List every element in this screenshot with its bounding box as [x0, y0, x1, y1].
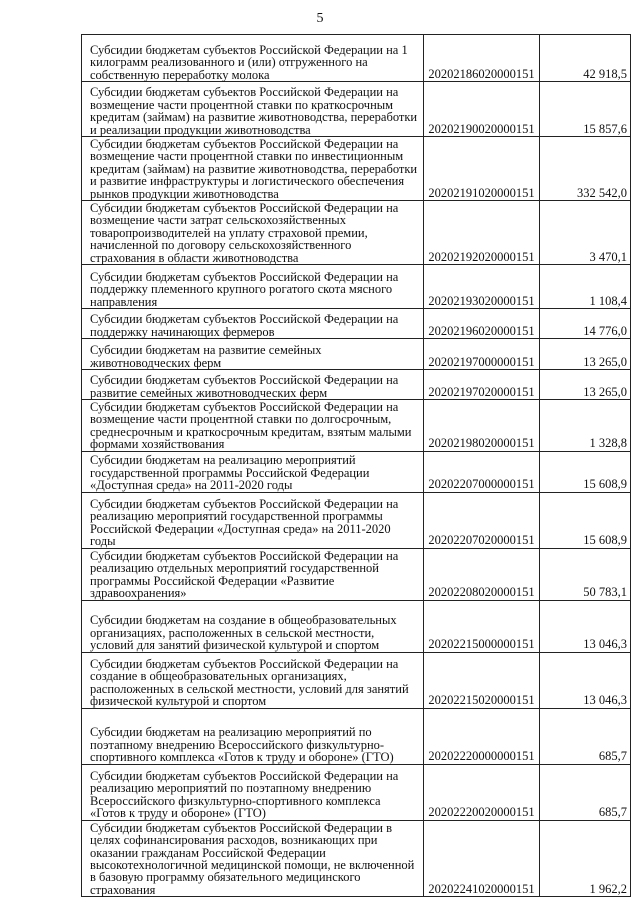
- row-code: 20202207020000151: [424, 492, 540, 548]
- table-row: [82, 451, 631, 492]
- row-amount: 1 962,2: [540, 820, 631, 896]
- row-code: 20202197020000151: [424, 370, 540, 400]
- row-code: 20202215000000151: [424, 600, 540, 652]
- row-amount: 1 108,4: [540, 265, 631, 309]
- table-row: [82, 309, 631, 339]
- row-description: Субсидии бюджетам субъектов Российской Федерации на создание в общеобразовательных организациях, расположенных в сельской местности, условий для занятий физической культурой и спортом: [82, 652, 424, 708]
- row-amount: 14 776,0: [540, 309, 631, 339]
- row-description: Субсидии бюджетам субъектов Российской Федерации на возмещение части процентной ставки по инвестиционным кредитам (займам) на развитие животноводства, переработки и развитие инфраструктуры и логистического обеспечения рынков продукции животноводства: [82, 137, 424, 201]
- row-description: Субсидии бюджетам субъектов Российской Федерации на поддержку племенного крупного рогатого скота мясного направления: [82, 265, 424, 309]
- table-row: [82, 600, 631, 652]
- table-row: [82, 708, 631, 764]
- row-amount: 50 783,1: [540, 548, 631, 600]
- table-row: [82, 492, 631, 548]
- row-code: 20202198020000151: [424, 400, 540, 452]
- row-amount: 15 857,6: [540, 82, 631, 137]
- row-description: Субсидии бюджетам субъектов Российской Федерации на возмещение части затрат сельскохозяйственных товаропроизводителей на уплату страховой премии, начисленной по договору сельскохозяйственного страхования в области животноводства: [82, 201, 424, 265]
- row-code: 20202207000000151: [424, 451, 540, 492]
- table-row: [82, 370, 631, 400]
- row-amount: 13 265,0: [540, 370, 631, 400]
- row-description: Субсидии бюджетам субъектов Российской Федерации на реализацию отдельных мероприятий государственной программы Российской Федерации «Развитие здравоохранения»: [82, 548, 424, 600]
- row-description: Субсидии бюджетам субъектов Российской Федерации на развитие семейных животноводческих ферм: [82, 370, 424, 400]
- table-body: [82, 35, 631, 897]
- row-amount: 13 046,3: [540, 652, 631, 708]
- table-row: [82, 201, 631, 265]
- row-code: 20202220000000151: [424, 708, 540, 764]
- row-code: 20202186020000151: [424, 35, 540, 82]
- row-description: Субсидии бюджетам субъектов Российской Федерации на реализацию мероприятий по поэтапному внедрению Всероссийского физкультурно-спортивного комплекса «Готов к труду и обороне» (ГТО): [82, 764, 424, 820]
- row-description: Субсидии бюджетам на создание в общеобразовательных организациях, расположенных в сельской местности, условий для занятий физической культурой и спортом: [82, 600, 424, 652]
- table-row: [82, 265, 631, 309]
- subsidies-table: [81, 34, 631, 897]
- row-code: 20202220020000151: [424, 764, 540, 820]
- row-amount: 15 608,9: [540, 451, 631, 492]
- row-code: 20202196020000151: [424, 309, 540, 339]
- table-row: [82, 764, 631, 820]
- row-amount: 13 046,3: [540, 600, 631, 652]
- row-description: Субсидии бюджетам субъектов Российской Федерации на возмещение части процентной ставки по краткосрочным кредитам (займам) на развитие животноводства, переработки и реализации продукции животноводства: [82, 82, 424, 137]
- row-description: Субсидии бюджетам субъектов Российской Федерации на реализацию мероприятий государственной программы Российской Федерации «Доступная среда» на 2011-2020 годы: [82, 492, 424, 548]
- row-description: Субсидии бюджетам субъектов Российской Федерации на возмещение части процентной ставки по долгосрочным, среднесрочным и краткосрочным кредитам, взятым малыми формами хозяйствования: [82, 400, 424, 452]
- table-row: [82, 35, 631, 82]
- row-amount: 3 470,1: [540, 201, 631, 265]
- row-description: Субсидии бюджетам субъектов Российской Федерации на поддержку начинающих фермеров: [82, 309, 424, 339]
- row-description: Субсидии бюджетам субъектов Российской Федерации в целях софинансирования расходов, возникающих при оказании гражданам Российской Федерации высокотехнологичной медицинской помощи, не включенной в базовую программу обязательного медицинского страхования: [82, 820, 424, 896]
- table-row: [82, 548, 631, 600]
- page-number: 5: [316, 11, 324, 26]
- row-code: 20202215020000151: [424, 652, 540, 708]
- row-description: Субсидии бюджетам на реализацию мероприятий по поэтапному внедрению Всероссийского физкультурно-спортивного комплекса «Готов к труду и обороне» (ГТО): [82, 708, 424, 764]
- row-code: 20202241020000151: [424, 820, 540, 896]
- row-code: 20202193020000151: [424, 265, 540, 309]
- row-amount: 685,7: [540, 764, 631, 820]
- row-code: 20202192020000151: [424, 201, 540, 265]
- table-row: [82, 820, 631, 896]
- table-row: [82, 339, 631, 370]
- row-code: 20202208020000151: [424, 548, 540, 600]
- row-description: Субсидии бюджетам на развитие семейных животноводческих ферм: [82, 339, 424, 370]
- table-row: [82, 400, 631, 452]
- row-amount: 685,7: [540, 708, 631, 764]
- row-code: 20202197000000151: [424, 339, 540, 370]
- row-description: Субсидии бюджетам субъектов Российской Федерации на 1 килограмм реализованного и (или) отгруженного на собственную переработку молока: [82, 35, 424, 82]
- table-row: [82, 82, 631, 137]
- table-row: [82, 137, 631, 201]
- row-amount: 1 328,8: [540, 400, 631, 452]
- row-code: 20202191020000151: [424, 137, 540, 201]
- row-amount: 15 608,9: [540, 492, 631, 548]
- row-amount: 42 918,5: [540, 35, 631, 82]
- row-description: Субсидии бюджетам на реализацию мероприятий государственной программы Российской Федерации «Доступная среда» на 2011-2020 годы: [82, 451, 424, 492]
- row-amount: 332 542,0: [540, 137, 631, 201]
- row-amount: 13 265,0: [540, 339, 631, 370]
- table-row: [82, 652, 631, 708]
- row-code: 20202190020000151: [424, 82, 540, 137]
